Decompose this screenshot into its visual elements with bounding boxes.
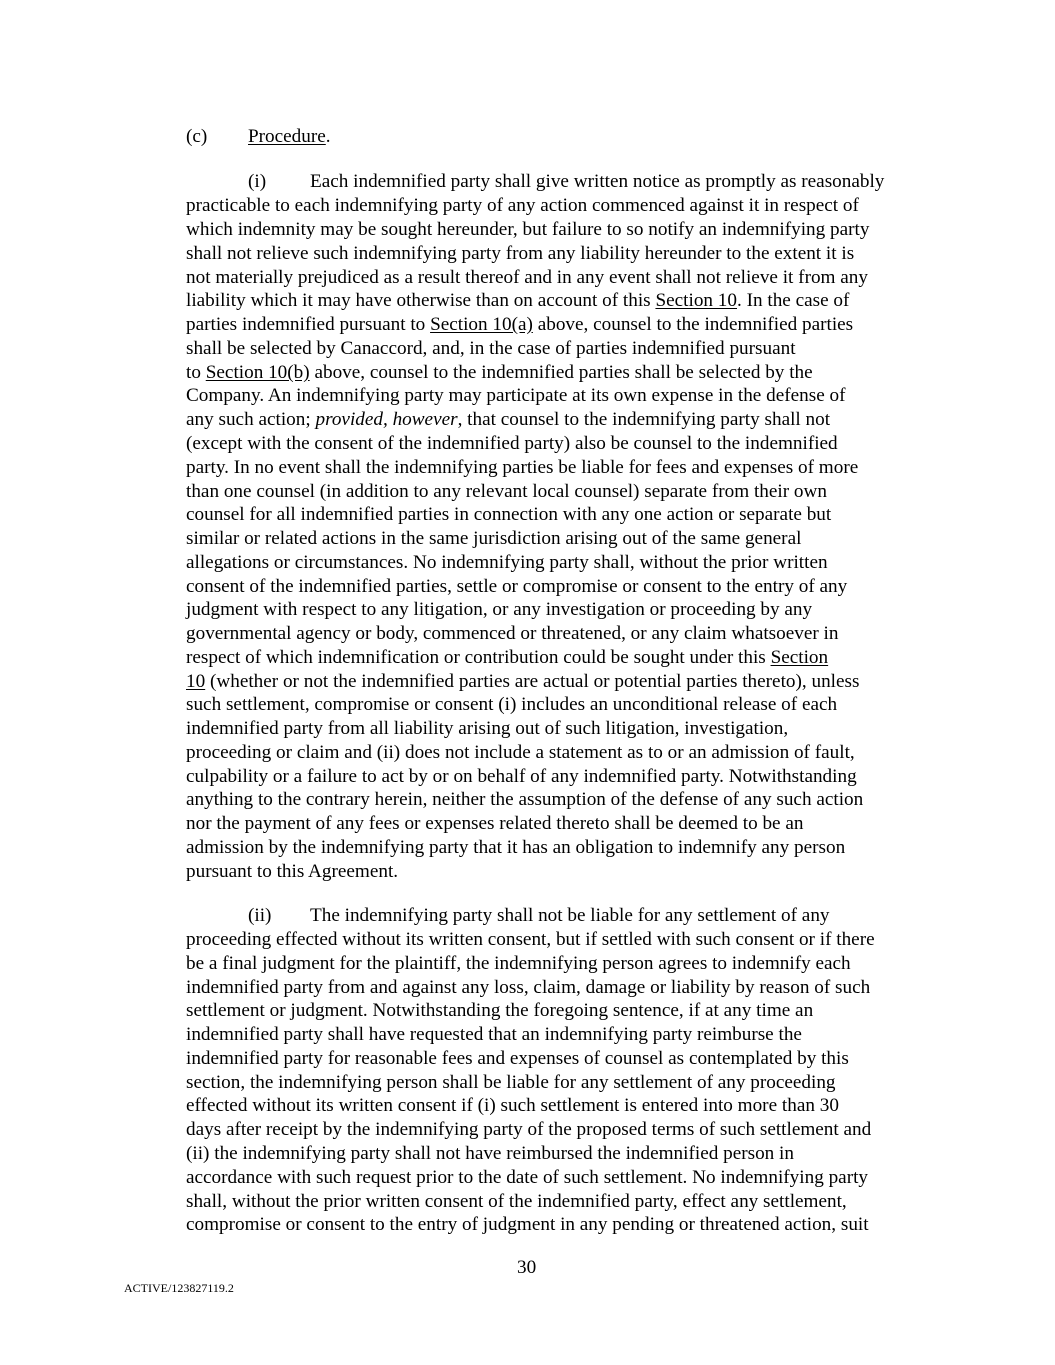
text-run: practicable to each indemnifying party of any action commenced against it in respect of (186, 195, 859, 216)
text-run: (except with the consent of the indemnified party) also be counsel to the indemnified (186, 433, 838, 454)
para-i-line-15 (186, 504, 831, 526)
para-i-line-12 (186, 433, 838, 455)
para-i-line-4 (186, 243, 854, 265)
para-i-line-22 (186, 671, 859, 693)
section-reference: Section (770, 647, 829, 668)
para-i-line-18 (186, 576, 847, 598)
para-ii-line-7: indemnified party for reasonable fees and expenses of counsel as contemplated by this (186, 1048, 849, 1069)
section-c-title-text: Procedure (248, 126, 326, 147)
para-i-line-27 (186, 789, 863, 811)
para-ii-line-12: accordance with such request prior to the date of such settlement. No indemnifying party (186, 1167, 869, 1188)
para-ii-line-4: indemnified party from and against any loss, claim, damage or liability by reason of such (186, 977, 871, 998)
para-ii-line-10: days after receipt by the indemnifying party of the proposed terms of such settlement and (186, 1119, 872, 1140)
para-ii-line-1: The indemnifying party shall not be liable for any settlement of any (310, 905, 830, 926)
para-ii-line-13: shall, without the prior written consent of the indemnified party, effect any settlement, (186, 1191, 847, 1212)
para-i-line-26 (186, 766, 857, 788)
para-i-line-2 (186, 195, 859, 217)
text-run: than one counsel (in addition to any relevant local counsel) separate from their own (186, 481, 827, 502)
section-c-title (248, 126, 331, 148)
text-run: any such action; (186, 409, 316, 430)
text-run: admission by the indemnifying party that it has an obligation to indemnify any person (186, 837, 846, 858)
text-run: culpability or a failure to act by or on behalf of any indemnified party. Notwithstanding (186, 766, 857, 787)
text-run: anything to the contrary herein, neither the assumption of the defense of any such action (186, 789, 864, 810)
para-ii-line-5: settlement or judgment. Notwithstanding the foregoing sentence, if at any time an (186, 1000, 814, 1021)
para-i-line-5 (186, 267, 868, 289)
para-i-line-30 (186, 861, 398, 883)
section-reference: Section 10(a) (430, 314, 533, 335)
para-i-line-8 (186, 338, 796, 360)
paragraph-ii-number: (ii) (248, 905, 272, 926)
italic-phrase: provided, however (315, 409, 458, 430)
text-run: to (186, 362, 206, 383)
text-run: shall not relieve such indemnifying party from any liability hereunder to the extent it is (186, 243, 855, 264)
para-i-line-20 (186, 623, 838, 645)
para-i-line-19 (186, 599, 812, 621)
para-i-line-16 (186, 528, 801, 550)
para-i-line-9 (186, 362, 813, 384)
text-run: indemnified party from all liability arising out of such litigation, investigation, (186, 718, 789, 739)
text-run: which indemnity may be sought hereunder, but failure to so notify an indemnifying party (186, 219, 870, 240)
para-i-line-1 (310, 171, 884, 193)
text-run: Each indemnified party shall give written notice as promptly as reasonably (310, 171, 885, 192)
text-run: similar or related actions in the same jurisdiction arising out of the same general (186, 528, 802, 549)
text-run: not materially prejudiced as a result thereof and in any event shall not relieve it from any (186, 267, 868, 288)
para-ii-line-11: (ii) the indemnifying party shall not have reimbursed the indemnified person in (186, 1143, 794, 1164)
para-ii-line-9: effected without its written consent if (i) such settlement is entered into more than 30 (186, 1095, 839, 1116)
para-i-line-21 (186, 647, 828, 669)
text-run: . In the case of (737, 290, 850, 311)
text-run: (whether or not the indemnified parties are actual or potential parties thereto), unless (205, 671, 860, 692)
text-run: allegations or circumstances. No indemnifying party shall, without the prior written (186, 552, 828, 573)
text-run: judgment with respect to any litigation, or any investigation or proceeding by any (186, 599, 813, 620)
para-i-line-29 (186, 837, 845, 859)
text-run: governmental agency or body, commenced or threatened, or any claim whatsoever in (186, 623, 839, 644)
text-run: , that counsel to the indemnifying party shall not (457, 409, 831, 430)
section-reference: Section 10 (655, 290, 737, 311)
text-run: respect of which indemnification or contribution could be sought under this (186, 647, 771, 668)
section-c-label: (c) (186, 126, 208, 147)
para-i-line-24 (186, 718, 788, 740)
section-reference: Section 10(b) (205, 362, 310, 383)
text-run: parties indemnified pursuant to (186, 314, 431, 335)
para-i-line-13 (186, 457, 858, 479)
text-run: proceeding or claim and (ii) does not include a statement as to or an admission of fault, (186, 742, 855, 763)
para-ii-line-3: be a final judgment for the plaintiff, the indemnifying person agrees to indemnify each (186, 953, 851, 974)
text-run: nor the payment of any fees or expenses related thereto shall be deemed to be an (186, 813, 804, 834)
text-run: above, counsel to the indemnified parties (532, 314, 854, 335)
text-run: consent of the indemnified parties, settle or compromise or consent to the entry of any (186, 576, 848, 597)
section-reference: 10 (186, 671, 206, 692)
para-ii-line-8: section, the indemnifying person shall be liable for any settlement of any proceeding (186, 1072, 836, 1093)
paragraph-i-number: (i) (248, 171, 267, 192)
para-ii-line-2: proceeding effected without its written consent, but if settled with such consent or if there (186, 929, 875, 950)
para-i-line-14 (186, 481, 827, 503)
text-run: such settlement, compromise or consent (i) includes an unconditional release of each (186, 694, 838, 715)
para-i-line-7 (186, 314, 853, 336)
text-run: liability which it may have otherwise than on account of this (186, 290, 656, 311)
para-i-line-3 (186, 219, 869, 241)
text-run: pursuant to this Agreement. (186, 861, 399, 882)
text-run: party. In no event shall the indemnifying parties be liable for fees and expenses of more (186, 457, 859, 478)
text-run: above, counsel to the indemnified parties shall be selected by the (309, 362, 813, 383)
text-run: Company. An indemnifying party may participate at its own expense in the defense of (186, 385, 846, 406)
text-run: counsel for all indemnified parties in connection with any one action or separate but (186, 504, 832, 525)
para-i-line-28 (186, 813, 804, 835)
para-ii-line-14: compromise or consent to the entry of judgment in any pending or threatened action, suit (186, 1214, 869, 1235)
para-i-line-25 (186, 742, 855, 764)
para-i-line-6 (186, 290, 849, 312)
para-i-line-17 (186, 552, 828, 574)
document-id: ACTIVE/123827119.2 (124, 1281, 234, 1295)
text-run: shall be selected by Canaccord, and, in the case of parties indemnified pursuant (186, 338, 796, 359)
para-i-line-23 (186, 694, 837, 716)
section-c-title-suffix: . (325, 126, 331, 147)
para-ii-line-6: indemnified party shall have requested that an indemnifying party reimburse the (186, 1024, 802, 1045)
para-i-line-10 (186, 385, 846, 407)
para-i-line-11 (186, 409, 830, 431)
page-number: 30 (517, 1257, 537, 1278)
